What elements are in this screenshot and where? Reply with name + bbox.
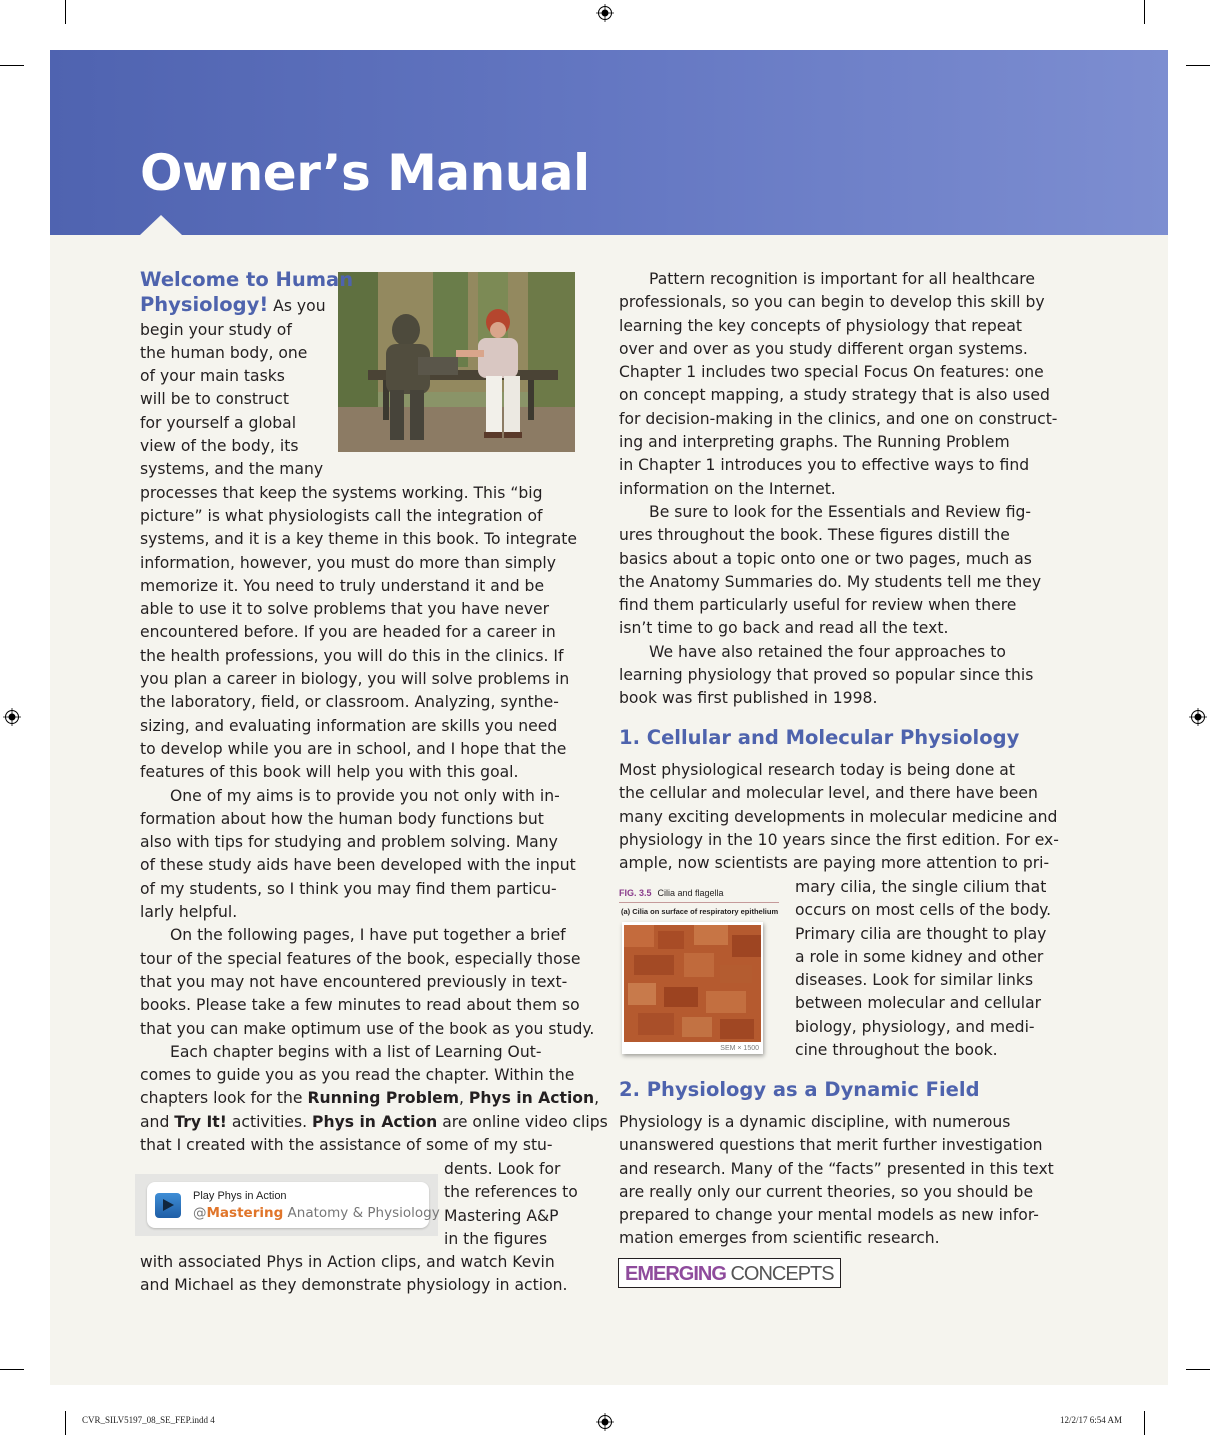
body-text: find them particularly useful for review when there	[619, 596, 1017, 615]
figure-subcaption: (a) Cilia on surface of respiratory epithelium	[621, 907, 779, 916]
body-text: physiology in the 10 years since the first edition. For ex-	[619, 830, 1059, 849]
body-text: biology, physiology, and medi-	[795, 1017, 1035, 1036]
body-text: cine throughout the book.	[795, 1041, 998, 1060]
body-text: of your main tasks	[140, 367, 285, 386]
body-text: will be to construct	[140, 390, 289, 409]
crop-mark	[0, 1369, 24, 1370]
body-text: Most physiological research today is being done at	[619, 761, 1015, 779]
try-it-term: Try It!	[174, 1112, 227, 1131]
banner-notch	[140, 215, 182, 235]
header-banner	[50, 50, 1168, 235]
body-text: As you	[268, 297, 326, 316]
body-text: systems, and it is a key theme in this book. To integrate	[140, 530, 577, 549]
body-text: dents. Look for	[444, 1160, 561, 1178]
body-text: mation emerges from scientific research.	[619, 1229, 940, 1248]
body-text	[140, 1111, 608, 1134]
play-icon[interactable]	[155, 1193, 181, 1218]
crop-mark	[1144, 0, 1145, 24]
body-text: the references to	[444, 1183, 578, 1202]
body-text: professionals, so you can begin to develop this skill by	[619, 293, 1045, 312]
body-text: information on the Internet.	[619, 479, 836, 498]
body-text: basics about a topic onto one or two pages, much as	[619, 549, 1032, 568]
body-text: larly helpful.	[140, 903, 238, 922]
mastering-label	[193, 1205, 440, 1221]
body-text: begin your study of	[140, 320, 292, 339]
body-text: Mastering A&P	[444, 1206, 559, 1225]
body-text: isn’t time to go back and read all the text.	[619, 619, 949, 638]
concepts-word: CONCEPTS	[725, 1263, 834, 1285]
body-text: formation about how the human body functions but	[140, 809, 544, 828]
crop-mark	[65, 1411, 66, 1435]
left-column-end	[140, 1251, 567, 1298]
left-column-wrap	[444, 1158, 578, 1251]
micrograph-image	[624, 925, 761, 1042]
body-text: able to use it to solve problems that you have never	[140, 600, 550, 619]
micrograph-scale: SEM × 1500	[720, 1045, 759, 1052]
body-text: ,	[594, 1089, 600, 1108]
section1-wrap	[795, 876, 1051, 1062]
body-text: processes that keep the systems working. This “big	[140, 483, 543, 502]
body-text: chapters look for the	[140, 1089, 308, 1108]
body-text: Be sure to look for the Essentials and Review fig-	[649, 502, 1032, 521]
body-text: with associated Phys in Action clips, and watch Kevin	[140, 1253, 555, 1271]
crop-mark	[65, 0, 66, 24]
body-text: Physiology is a dynamic discipline, with numerous	[619, 1113, 1011, 1131]
registration-mark-icon	[596, 1413, 614, 1431]
section-heading: 1. Cellular and Molecular Physiology	[619, 726, 1020, 749]
body-text: for yourself a global	[140, 413, 297, 432]
body-text: ures throughout the book. These figures distill the	[619, 526, 1010, 545]
body-text: of these study aids have been developed with the input	[140, 856, 576, 875]
body-text: in the figures	[444, 1229, 548, 1248]
body-text: learning the key concepts of physiology that repeat	[619, 316, 1023, 335]
crop-mark	[1144, 1411, 1145, 1435]
body-text	[140, 1087, 608, 1110]
body-text: On the following pages, I have put together a brief	[170, 926, 566, 945]
welcome-heading: Welcome to Human	[140, 268, 354, 291]
body-text: tour of the special features of the book, especially those	[140, 949, 581, 968]
body-text: the laboratory, field, or classroom. Analyzing, synthe-	[140, 693, 559, 712]
body-text: that you may not have encountered previously in text-	[140, 972, 568, 991]
body-text: in Chapter 1 introduces you to effective ways to find	[619, 456, 1030, 475]
body-text: mary cilia, the single cilium that	[795, 878, 1047, 896]
mastering-product: Anatomy & Physiology	[283, 1205, 440, 1221]
registration-mark-icon	[596, 4, 614, 22]
page-title: Owner’s Manual	[140, 144, 590, 202]
body-text: book was first published in 1998.	[619, 689, 878, 708]
figure-label	[619, 888, 724, 898]
body-text: are online video clips	[437, 1112, 608, 1131]
slug-date: 12/2/17 6:54 AM	[1060, 1415, 1123, 1425]
body-text: and research. Many of the “facts” presented in this text	[619, 1159, 1054, 1178]
body-text: and Michael as they demonstrate physiology in action.	[140, 1276, 568, 1295]
slug-file-name: CVR_SILV5197_08_SE_FEP.indd 4	[82, 1415, 215, 1425]
crop-mark	[0, 65, 24, 66]
body-text: the human body, one	[140, 343, 308, 362]
body-text: the Anatomy Summaries do. My students tell me they	[619, 572, 1042, 591]
body-text: Each chapter begins with a list of Learning Out-	[170, 1042, 542, 1061]
body-text: that you can make optimum use of the book as you study.	[140, 1019, 595, 1038]
body-text: the cellular and molecular level, and there have been	[619, 784, 1038, 803]
play-title: Play Phys in Action	[193, 1190, 287, 1202]
section2-text	[619, 1111, 1054, 1251]
section-heading: 2. Physiology as a Dynamic Field	[619, 1078, 980, 1101]
registration-mark-icon	[3, 708, 21, 726]
body-text: comes to guide you as you read the chapter. Within the	[140, 1066, 575, 1085]
body-text: systems, and the many	[140, 460, 324, 479]
body-text: unanswered questions that merit further investigation	[619, 1136, 1043, 1155]
body-text: occurs on most cells of the body.	[795, 901, 1052, 920]
play-phys-in-action-button[interactable]	[147, 1182, 440, 1228]
body-text: activities.	[226, 1112, 313, 1131]
body-text: of my students, so I think you may find them particu-	[140, 879, 557, 898]
section1-text	[619, 759, 1059, 875]
body-text: the health professions, you will do this in the clinics. If	[140, 646, 564, 665]
figure-rule	[619, 902, 779, 903]
body-text: view of the body, its	[140, 437, 299, 456]
phys-in-action-box	[135, 1174, 438, 1236]
body-text: for decision-making in the clinics, and one on construct-	[619, 409, 1058, 428]
body-text: ample, now scientists are paying more attention to pri-	[619, 854, 1050, 873]
welcome-heading: Physiology!	[140, 293, 269, 317]
figure-number: FIG. 3.5	[619, 888, 652, 898]
body-text: to develop while you are in school, and I hope that the	[140, 739, 567, 758]
emerging-word: EMERGING	[625, 1263, 726, 1285]
emerging-concepts-badge	[618, 1258, 841, 1288]
body-text: prepared to change your mental models as new infor-	[619, 1206, 1039, 1225]
body-text: encountered before. If you are headed for a career in	[140, 623, 556, 642]
running-problem-term: Running Problem	[307, 1089, 459, 1108]
body-text: a role in some kidney and other	[795, 947, 1044, 966]
body-text: Pattern recognition is important for all healthcare	[649, 270, 1035, 288]
body-text: One of my aims is to provide you not only with in-	[170, 786, 560, 805]
body-text: ,	[458, 1089, 469, 1108]
body-text: ing and interpreting graphs. The Running Problem	[619, 433, 1010, 452]
body-text: Primary cilia are thought to play	[795, 924, 1047, 943]
body-text: and	[140, 1112, 175, 1131]
phys-in-action-term: Phys in Action	[468, 1089, 595, 1108]
body-text: are really only our current theories, so you should be	[619, 1182, 1034, 1201]
body-text: that I created with the assistance of some of my stu-	[140, 1135, 553, 1154]
body-text: between molecular and cellular	[795, 994, 1042, 1013]
body-text: information, however, you must do more than simply	[140, 553, 556, 572]
body-text: over and over as you study different organ systems.	[619, 339, 1028, 358]
body-text: diseases. Look for similar links	[795, 971, 1034, 990]
body-text: picture” is what physiologists call the integration of	[140, 506, 543, 525]
at-symbol: @	[193, 1205, 207, 1221]
body-text: books. Please take a few minutes to read about them so	[140, 996, 580, 1015]
crop-mark	[1186, 1369, 1210, 1370]
body-text: features of this book will help you with this goal.	[140, 763, 519, 782]
body-text: you plan a career in biology, you will solve problems in	[140, 670, 570, 689]
body-text: memorize it. You need to truly understand it and be	[140, 576, 545, 595]
right-column-top	[619, 268, 1057, 711]
body-text: many exciting developments in molecular medicine and	[619, 807, 1058, 826]
mastering-brand: Mastering	[206, 1205, 284, 1221]
body-text: learning physiology that proved so popular since this	[619, 666, 1034, 685]
cilia-micrograph	[622, 922, 763, 1054]
crop-mark	[1186, 65, 1210, 66]
registration-mark-icon	[1189, 708, 1207, 726]
body-text: on concept mapping, a study strategy that is also used	[619, 386, 1050, 405]
phys-in-action-term: Phys in Action	[312, 1112, 438, 1131]
body-text: Chapter 1 includes two special Focus On features: one	[619, 363, 1044, 382]
left-column-intro	[140, 268, 608, 1157]
body-text: We have also retained the four approaches to	[649, 642, 1006, 661]
body-text: also with tips for studying and problem solving. Many	[140, 833, 558, 852]
body-text: sizing, and evaluating information are skills you need	[140, 716, 558, 735]
figure-caption: Cilia and flagella	[657, 888, 724, 898]
